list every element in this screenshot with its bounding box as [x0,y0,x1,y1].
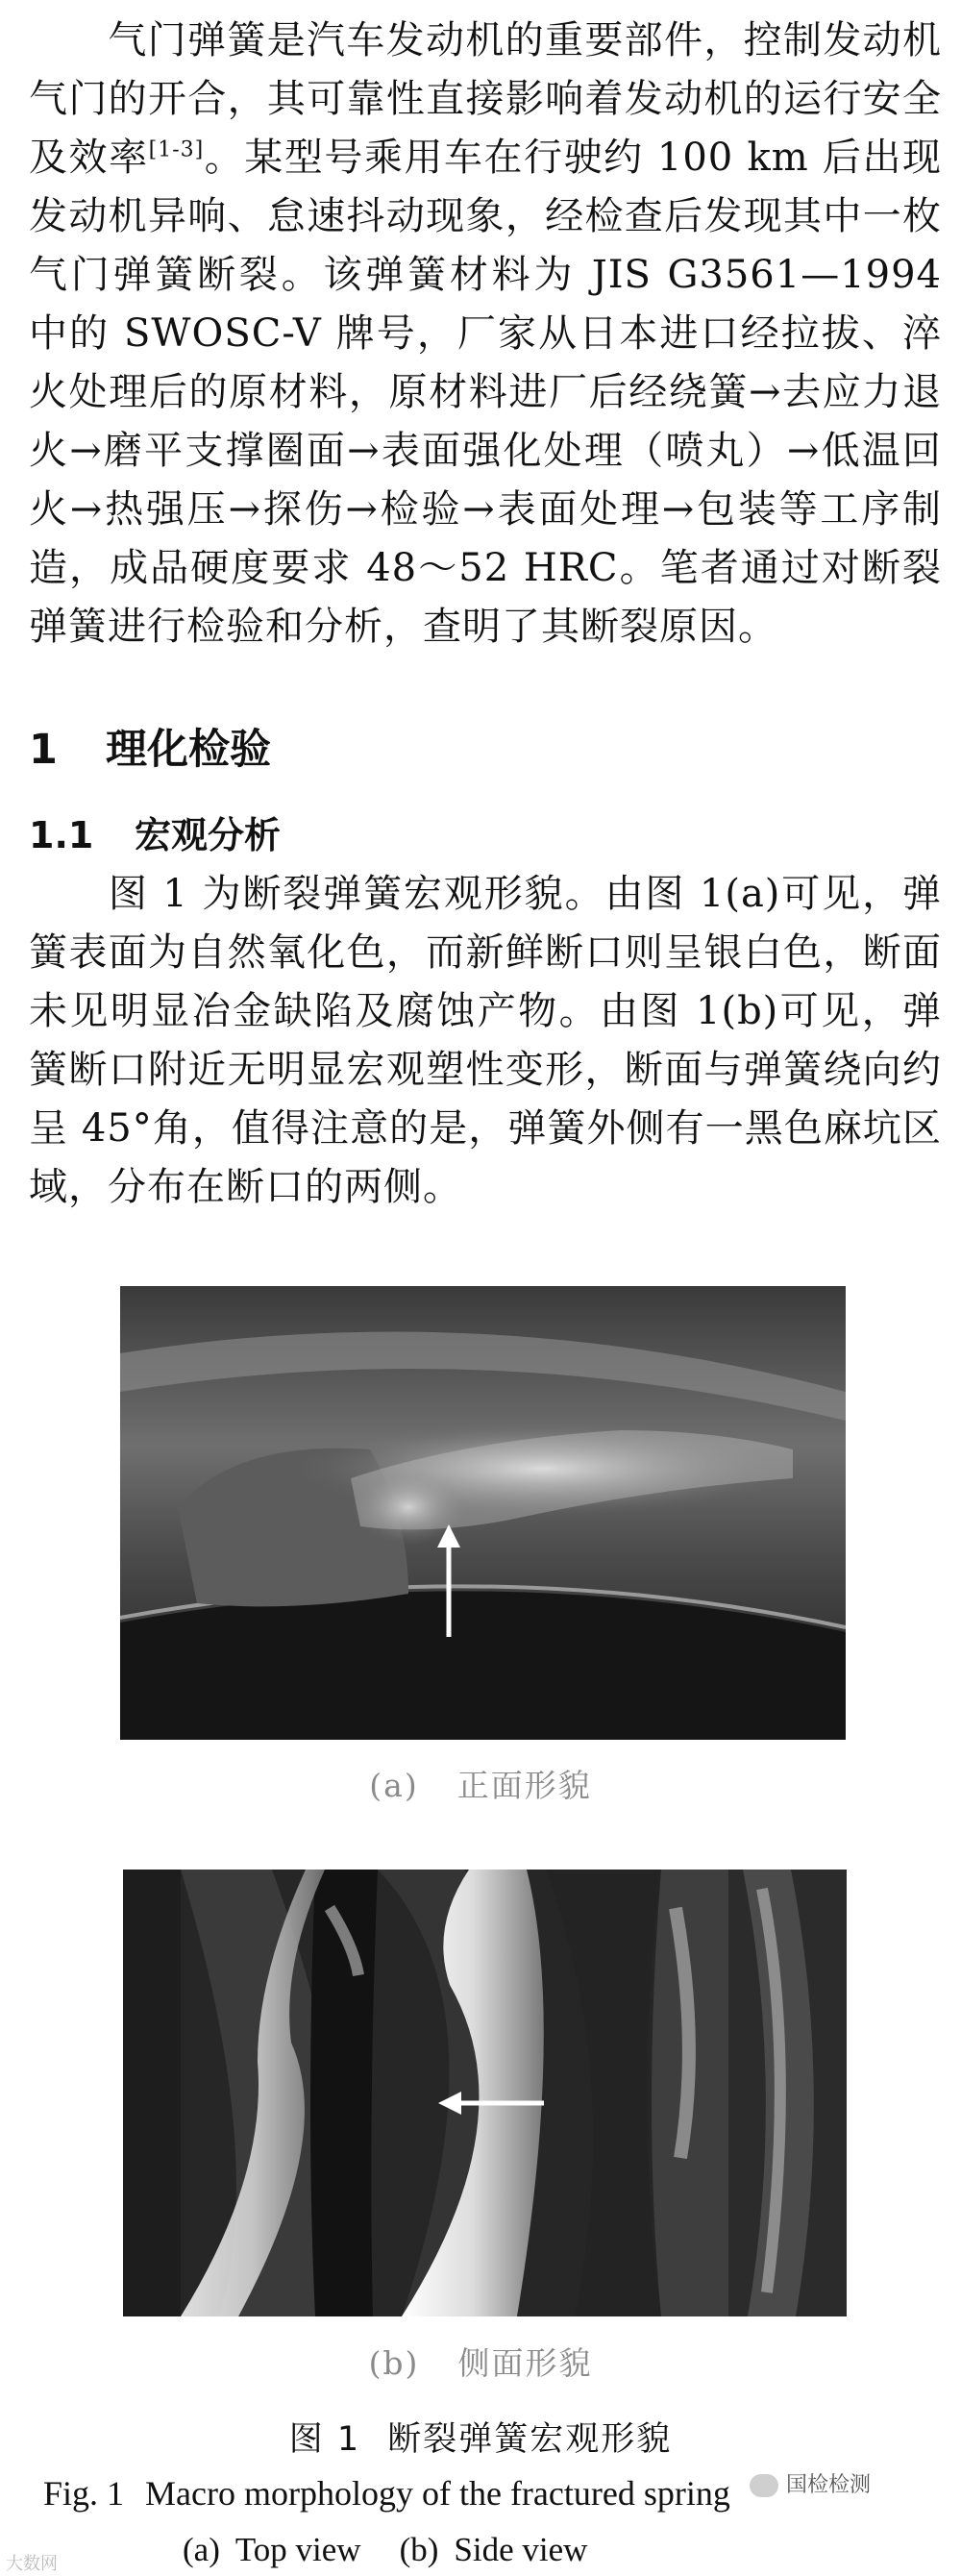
macro-analysis-paragraph: 图 1 为断裂弹簧宏观形貌。由图 1(a)可见，弹簧表面为自然氧化色，而新鲜断口则呈银白色，断面未见明显冶金缺陷及腐蚀产物。由图 1(b)可见，弹簧断口附近无明显宏观塑性变形，断面与弹簧绕向约呈 45°角，值得注意的是，弹簧外侧有一黑色麻坑区域，分布在断口的两侧。 [29,872,942,1209]
figure-1a-subcaption: (a) 正面形貌 [369,1767,592,1804]
watermark-right: 国检检测 [750,2468,871,2498]
figure-1a-photo [120,1286,846,1740]
chat-icon [750,2474,778,2497]
figure-caption-en: Fig. 1 Macro morphology of the fractured spring [43,2474,730,2513]
section-number: 1.1 [29,814,94,856]
figure-caption-cn: 图 1 断裂弹簧宏观形貌 [288,2420,673,2459]
section-number: 1 [29,726,58,774]
section-title: 理化检验 [106,726,271,774]
figure-1b-photo-extension [728,1870,847,2316]
figure-1b-subcaption: (b) 侧面形貌 [368,2344,593,2382]
figure-1b-photo [123,1870,728,2316]
intro-paragraph: 气门弹簧是汽车发动机的重要部件，控制发动机气门的开合，其可靠性直接影响着发动机的运行安全及效率[1-3]。某型号乘用车在行驶约 100 km 后出现发动机异响、怠速抖动现象，经检查后发现其中一枚气门弹簧断裂。该弹簧材料为 JIS G3561—1994 中的 SWOSC-V 牌号，厂家从日本进口经拉拔、淬火处理后的原材料，原材料进厂后经绕簧→去应力退火→磨平支撑圈面→表面强化处理（喷丸）→低温回火→热强压→探伤→检验→表面处理→包装等工序制造，成品硬度要求 48～52 HRC。笔者通过对断裂弹簧进行检验和分析，查明了其断裂原因。 [29,18,943,649]
watermark-left: 大数网 [6,2554,58,2574]
section-title: 宏观分析 [135,814,282,856]
section-1-heading [29,717,271,776]
figure-subcaptions-en: (a) Top view (b) Side view [183,2531,588,2568]
citation-ref[interactable]: [1-3] [148,137,205,162]
section-1-1-heading [29,805,281,858]
